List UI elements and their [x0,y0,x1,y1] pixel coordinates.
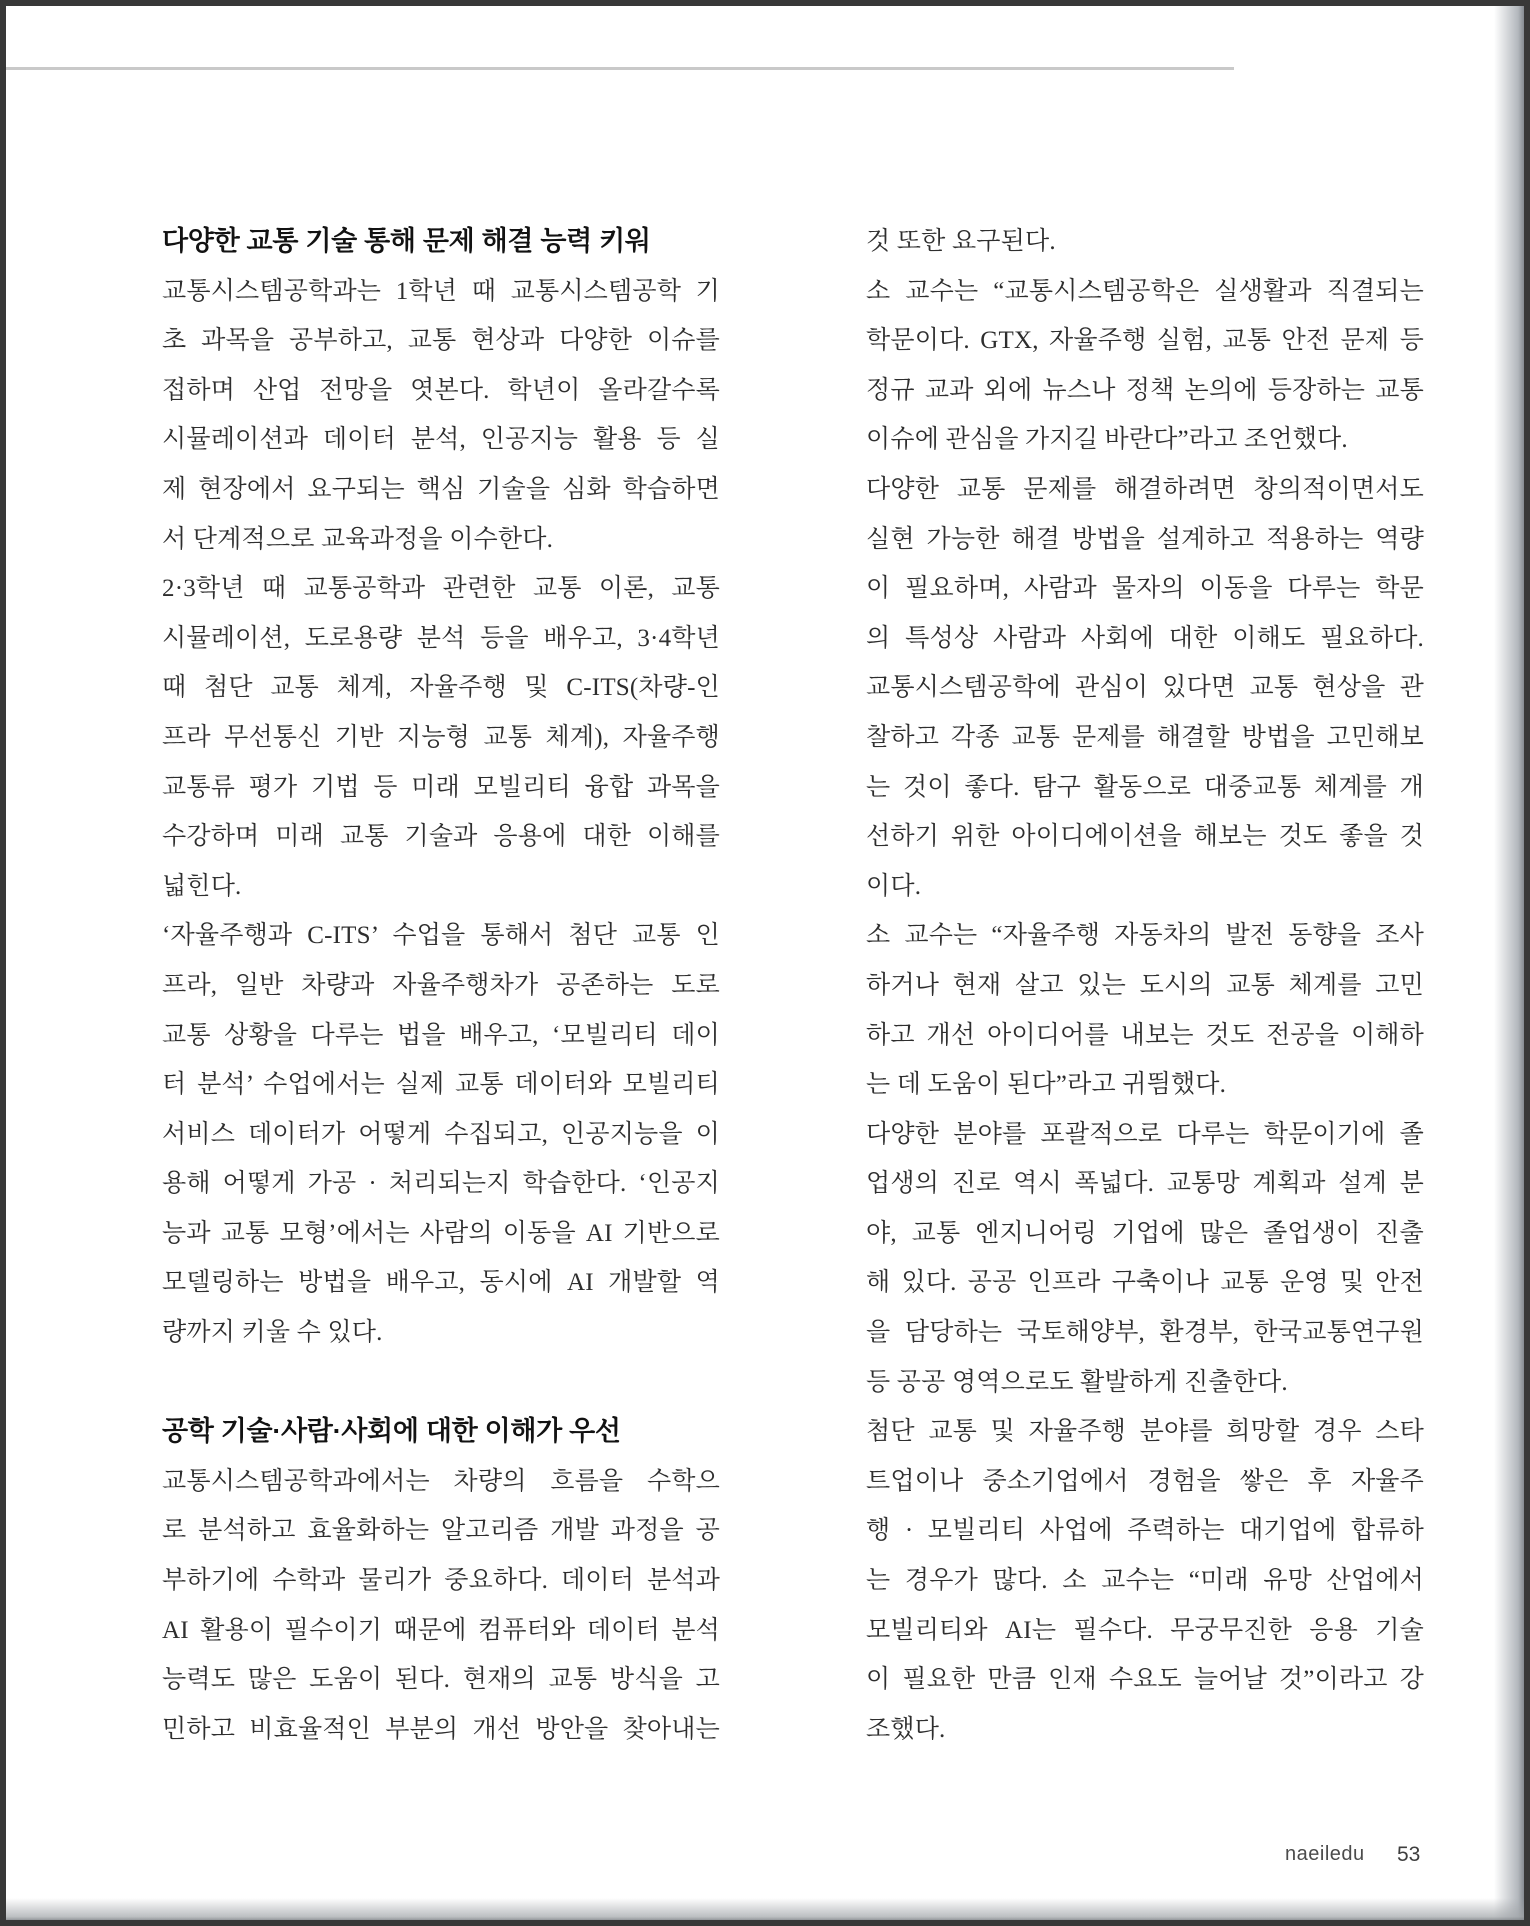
body-line: 다양한 교통 문제를 해결하려면 창의적이면서도 [866,475,1424,503]
body-line: 을 담당하는 국토해양부, 환경부, 한국교통연구원 [866,1319,1424,1347]
body-line: 첨단 교통 및 자율주행 분야를 희망할 경우 스타 [866,1418,1424,1446]
body-line: 해 있다. 공공 인프라 구축이나 교통 운영 및 안전 [866,1269,1424,1297]
section-heading: 공학 기술·사람·사회에 대한 이해가 우선 [162,1416,621,1447]
body-line: 의 특성상 사람과 사회에 대한 이해도 필요하다. [866,624,1424,652]
body-line: 초 과목을 공부하고, 교통 현상과 다양한 이슈를 [162,327,720,355]
body-line: 서비스 데이터가 어떻게 수집되고, 인공지능을 이 [162,1120,720,1148]
body-line: 는 것이 좋다. 탐구 활동으로 대중교통 체계를 개 [866,773,1424,801]
body-line: 시뮬레이션, 도로용량 분석 등을 배우고, 3·4학년 [162,624,720,652]
body-line: 실현 가능한 해결 방법을 설계하고 적용하는 역량 [866,525,1424,553]
footer-brand: naeiledu [1285,1843,1365,1865]
body-line: 선하기 위한 아이디에이션을 해보는 것도 좋을 것 [866,823,1424,851]
section-heading: 다양한 교통 기술 통해 문제 해결 능력 키워 [162,226,651,256]
body-line: 업생의 진로 역시 폭넓다. 교통망 계획과 설계 분 [866,1170,1424,1198]
body-line: 는 데 도움이 된다”라고 귀띔했다. [866,1071,1227,1099]
body-line: 는 경우가 많다. 소 교수는 “미래 유망 산업에서 [866,1567,1424,1595]
body-line: 수강하며 미래 교통 기술과 응용에 대한 이해를 [162,823,720,851]
body-line: 능력도 많은 도움이 된다. 현재의 교통 방식을 고 [162,1666,720,1694]
body-line: 시뮬레이션과 데이터 분석, 인공지능 활용 등 실 [162,426,720,454]
body-line: 조했다. [866,1715,946,1743]
body-line: 학문이다. GTX, 자율주행 실험, 교통 안전 문제 등 [866,327,1424,355]
body-line: ‘자율주행과 C-ITS’ 수업을 통해서 첨단 교통 인 [162,922,720,950]
right-column [866,217,1424,1754]
header-rule [6,67,1234,70]
body-line: 등 공공 영역으로도 활발하게 진출한다. [866,1368,1288,1396]
body-line: 이 필요한 만큼 인재 수요도 늘어날 것”이라고 강 [866,1666,1424,1694]
page-footer [0,1843,1530,1873]
body-line: 행 · 모빌리티 사업에 주력하는 대기업에 합류하 [866,1517,1424,1545]
body-line: 교통류 평가 기법 등 미래 모빌리티 융합 과목을 [162,773,720,801]
body-line: 량까지 키울 수 있다. [162,1319,383,1347]
body-line: 제 현장에서 요구되는 핵심 기술을 심화 학습하면 [162,475,720,503]
body-line: 이슈에 관심을 가지길 바란다”라고 조언했다. [866,426,1348,454]
body-line: 교통시스템공학과에서는 차량의 흐름을 수학으 [162,1467,720,1495]
body-line: 소 교수는 “교통시스템공학은 실생활과 직결되는 [866,277,1424,305]
body-line: 때 첨단 교통 체계, 자율주행 및 C-ITS(차량-인 [162,674,720,702]
body-line: 교통 상황을 다루는 법을 배우고, ‘모빌리티 데이 [162,1021,720,1049]
body-line: 용해 어떻게 가공 · 처리되는지 학습한다. ‘인공지 [162,1170,720,1198]
body-line: 교통시스템공학과는 1학년 때 교통시스템공학 기 [162,277,720,305]
body-line: 하고 개선 아이디어를 내보는 것도 전공을 이해하 [866,1021,1424,1049]
body-line: 2·3학년 때 교통공학과 관련한 교통 이론, 교통 [162,575,720,603]
body-line: 하거나 현재 살고 있는 도시의 교통 체계를 고민 [866,971,1424,999]
footer-page-number: 53 [1397,1843,1421,1866]
body-line: 것 또한 요구된다. [866,228,1056,255]
body-line: 민하고 비효율적인 부분의 개선 방안을 찾아내는 [162,1715,720,1743]
body-line: 서 단계적으로 교육과정을 이수한다. [162,525,554,553]
left-column [162,217,720,1754]
page-spine-shadow [1494,6,1524,1920]
body-line: 소 교수는 “자율주행 자동차의 발전 동향을 조사 [866,922,1424,950]
page-bottom-shadow [6,1898,1524,1920]
body-line: 터 분석’ 수업에서는 실제 교통 데이터와 모빌리티 [162,1071,720,1099]
body-line: 프라 무선통신 기반 지능형 교통 체계), 자율주행 [162,723,720,751]
body-line: 접하며 산업 전망을 엿본다. 학년이 올라갈수록 [162,376,720,404]
body-line: 프라, 일반 차량과 자율주행차가 공존하는 도로 [162,971,720,999]
body-line: 이다. [866,872,922,900]
body-line: 야, 교통 엔지니어링 기업에 많은 졸업생이 진출 [866,1219,1424,1247]
body-line: 넓힌다. [162,872,242,900]
body-line: 다양한 분야를 포괄적으로 다루는 학문이기에 졸 [866,1120,1424,1148]
body-line: AI 활용이 필수이기 때문에 컴퓨터와 데이터 분석 [162,1616,720,1644]
body-line: 능과 교통 모형’에서는 사람의 이동을 AI 기반으로 [162,1219,720,1247]
body-line: 찰하고 각종 교통 문제를 해결할 방법을 고민해보 [866,723,1424,751]
body-line: 모델링하는 방법을 배우고, 동시에 AI 개발할 역 [162,1269,720,1297]
body-line: 이 필요하며, 사람과 물자의 이동을 다루는 학문 [866,575,1424,603]
body-line: 트업이나 중소기업에서 경험을 쌓은 후 자율주 [866,1467,1424,1495]
body-line: 정규 교과 외에 뉴스나 정책 논의에 등장하는 교통 [866,376,1424,404]
body-line: 부하기에 수학과 물리가 중요하다. 데이터 분석과 [162,1567,720,1595]
body-line: 모빌리티와 AI는 필수다. 무궁무진한 응용 기술 [866,1616,1424,1644]
body-line: 교통시스템공학에 관심이 있다면 교통 현상을 관 [866,674,1424,702]
body-line: 로 분석하고 효율화하는 알고리즘 개발 과정을 공 [162,1517,720,1545]
